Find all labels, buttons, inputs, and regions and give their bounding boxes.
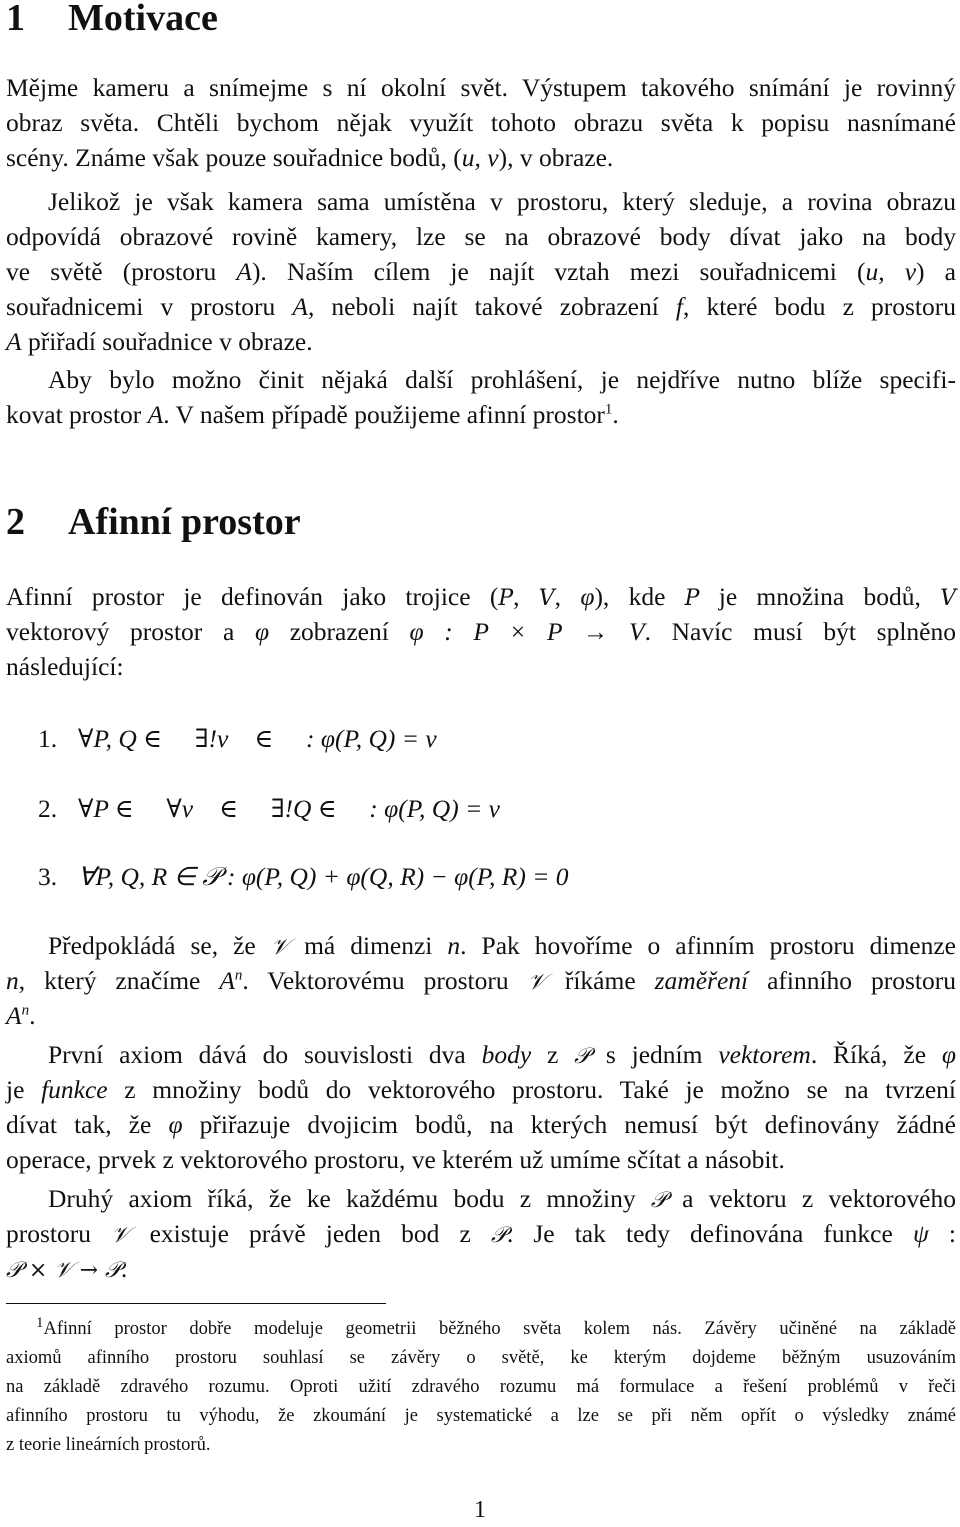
math: n (447, 931, 461, 960)
footnote-line: z teorie lineárních prostorů. (6, 1435, 211, 1455)
paragraph-line: prostoru 𝒱 existuje právě jeden bod z 𝒫. Je tak tedy definována funkce ψ : (6, 1219, 956, 1248)
section-title: Motivace (68, 0, 218, 39)
paragraph-line: A přiřadí souřadnice v obraze. (6, 327, 313, 356)
paragraph-line: vektorový prostor a φ zobrazení φ : P × P → V. Navíc musí být splněno (6, 617, 956, 646)
section-number: 2 (6, 501, 25, 543)
footnote-line: axiomů afinního prostoru souhlasí se závěry o světě, ke kterým dojdeme běžným usuzováním (6, 1348, 956, 1368)
math: 𝒫 (574, 1044, 591, 1069)
math: φ : P × P → V (409, 617, 645, 646)
paragraph-line: Druhý axiom říká, že ke každému bodu z množiny 𝒫 a vektoru z vektorového (48, 1184, 956, 1213)
math: A (6, 327, 22, 356)
footnote-line: $^1$Afinní prostor dobře modeluje geometrii běžného světa kolem nás. Závěry učiněné na základě (36, 1314, 956, 1339)
paragraph-line: 𝒫 × 𝒱 → 𝒫. (6, 1254, 128, 1283)
emphasis: body (481, 1040, 532, 1069)
section-heading-1 (6, 0, 218, 40)
paragraph-line: Mějme kameru a snímejme s ní okolní svět. Výstupem takového snímání je rovinný (6, 73, 956, 102)
paragraph-line: ve světě (prostoru A). Naším cílem je najít vztah mezi souřadnicemi (u, v) a (6, 257, 956, 286)
section-number: 1 (6, 0, 25, 39)
math: 𝒱 (111, 1223, 130, 1248)
math: A (236, 257, 252, 286)
math: φ (941, 1040, 956, 1069)
footnote-rule (6, 1303, 386, 1304)
paragraph-line: Jelikož je však kamera sama umístěna v prostoru, který sleduje, a rovina obrazu (48, 187, 956, 216)
emphasis: vektorem (718, 1040, 811, 1069)
math: u, v (461, 143, 499, 172)
paragraph-line: odpovídá obrazové rovině kamery, lze se na obrazové body dívat jako na body (6, 222, 956, 251)
math: A (292, 292, 308, 321)
list-label: 2. (38, 794, 58, 823)
paragraph-line: Aby bylo možno činit nějaká další prohlášení, je nejdříve nutno blíže specifi- (48, 365, 956, 394)
section-heading-2 (6, 500, 301, 544)
list-item (38, 722, 457, 756)
math: n (6, 966, 19, 995)
math: u, v (865, 257, 917, 286)
math: 𝒱 (527, 970, 546, 995)
paragraph-line: Předpokládá se, že 𝒱 má dimenzi n. Pak hovoříme o afinním prostoru dimenze (48, 931, 956, 960)
paragraph-line: souřadnicemi v prostoru A, neboli najít takové zobrazení f, které bodu z prostoru (6, 292, 956, 321)
math: V (538, 586, 555, 611)
section-title: Afinní prostor (68, 501, 301, 543)
math: P (684, 586, 700, 611)
math: f (675, 292, 683, 321)
math: 𝒫 (650, 1188, 667, 1213)
list-item (38, 860, 569, 894)
math: V (940, 586, 957, 611)
paragraph-line: následující: (6, 652, 124, 681)
paragraph-line: kovat prostor A. V našem případě použijeme afinní prostor$^1$. (6, 400, 619, 429)
paragraph-line: obraz světa. Chtěli bychom nějak využít tohoto obrazu světa k popisu nasnímané (6, 108, 956, 137)
paragraph-line: scény. Známe však pouze souřadnice bodů, (u, v), v obraze. (6, 143, 614, 172)
paragraph-line: je funkce z množiny bodů do vektorového prostoru. Také je možno se na tvrzení (6, 1075, 956, 1104)
paragraph-line: První axiom dává do souvislosti dva body z 𝒫 s jedním vektorem. Říká, že φ (48, 1040, 956, 1069)
math: φ (254, 617, 270, 646)
paragraph-line: dívat tak, že φ přiřazuje dvojicim bodů, na kterých nemusí být definovány žádné (6, 1110, 956, 1139)
math: A (6, 1001, 22, 1030)
math: φ (580, 582, 595, 611)
paragraph-line: n, který značíme $A^n$. Vektorovému prostoru 𝒱 říkáme zaměření afinního prostoru (6, 966, 956, 995)
list-item (38, 792, 520, 826)
math: 𝒫 (490, 1223, 507, 1248)
math: 𝒱 (270, 935, 290, 960)
footnote-mark: 1 (36, 1314, 44, 1331)
paragraph-line: Afinní prostor je definován jako trojice (P, V, φ), kde P je množina bodů, V (6, 582, 957, 611)
formula: ∀P, Q, R ∈ 𝒫 : φ(P, Q) + φ(Q, R) − φ(P, R) = 0 (78, 862, 569, 891)
list-label: 3. (38, 862, 58, 891)
formula: ∀P, Q ∈ 𝒫 ∃!v⃗ ∈ 𝒱 : φ(P, Q) = v⃗ (78, 724, 457, 753)
emphasis: funkce (41, 1075, 108, 1104)
math: 𝒫 × 𝒱 → 𝒫 (6, 1258, 121, 1283)
paragraph-line: operace, prvek z vektorového prostoru, ve kterém už umíme sčítat a násobit. (6, 1145, 785, 1174)
formula: ∀P ∈ 𝒫 ∀v⃗ ∈ 𝒱 ∃!Q ∈ 𝒫 : φ(P, Q) = v⃗ (78, 794, 520, 823)
footnote-ref: 1 (604, 401, 613, 418)
math: A (147, 400, 164, 429)
math: ψ (912, 1219, 929, 1248)
footnote-line: afinního prostoru tu výhodu, že zkoumání je systematické a lze se při něm opřít o výsledky známé (6, 1406, 956, 1426)
list-label: 1. (38, 724, 58, 753)
math: P (498, 586, 514, 611)
page-number: 1 (474, 1497, 486, 1523)
math: φ (168, 1110, 183, 1139)
paragraph-line: $A^n$. (6, 1001, 36, 1030)
math: A (219, 966, 235, 995)
footnote-line: na základě zdravého rozumu. Oproti užití zdravého rozumu má formulace a řešení problémů v řeči (6, 1377, 956, 1397)
emphasis: zaměření (654, 966, 749, 995)
